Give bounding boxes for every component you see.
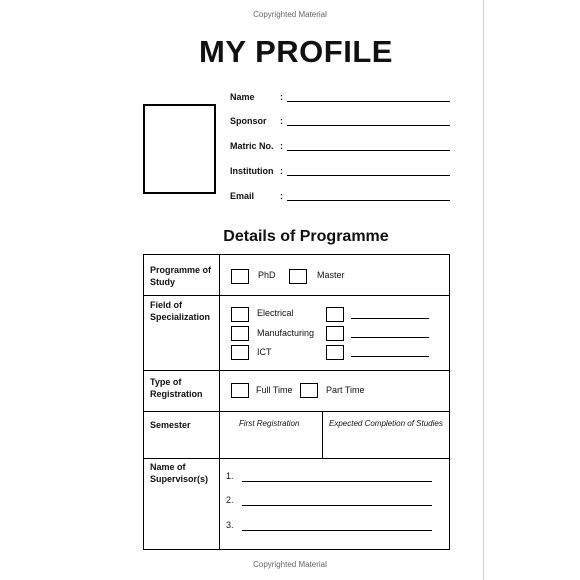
programme-label: Programme of Study xyxy=(150,265,212,287)
email-line[interactable] xyxy=(287,200,450,201)
semester-label: Semester xyxy=(150,420,191,430)
supervisor-line-1[interactable] xyxy=(242,481,432,482)
email-label: Email xyxy=(230,191,255,201)
other-blank-1[interactable] xyxy=(351,318,429,319)
other-blank-2[interactable] xyxy=(351,337,429,338)
name-colon: : xyxy=(280,92,283,102)
matric-line[interactable] xyxy=(287,150,450,151)
section-title: Details of Programme xyxy=(223,228,389,245)
part-time-checkbox[interactable] xyxy=(300,383,318,398)
supervisor-number-1: 1. xyxy=(226,471,234,481)
matric-label: Matric No. xyxy=(230,141,274,151)
row-divider xyxy=(144,411,449,412)
name-line[interactable] xyxy=(287,101,450,102)
supervisors-label: Name of Supervisor(s) xyxy=(150,462,209,484)
supervisor-number-2: 2. xyxy=(226,495,234,505)
full-time-option-label: Full Time xyxy=(256,385,293,395)
row-divider xyxy=(144,370,449,371)
sponsor-label: Sponsor xyxy=(230,116,267,126)
other-checkbox-2[interactable] xyxy=(326,326,344,341)
row-divider xyxy=(144,458,449,459)
matric-colon: : xyxy=(280,141,283,151)
name-field[interactable] xyxy=(230,92,460,106)
other-checkbox-1[interactable] xyxy=(326,307,344,322)
other-checkbox-3[interactable] xyxy=(326,345,344,360)
expected-completion-label: Expected Completion of Studies xyxy=(329,419,443,428)
manufacturing-option-label: Manufacturing xyxy=(257,328,315,338)
supervisor-line-3[interactable] xyxy=(242,530,432,531)
electrical-checkbox[interactable] xyxy=(231,307,249,322)
phd-checkbox[interactable] xyxy=(231,269,249,284)
electrical-option-label: Electrical xyxy=(257,308,294,318)
ict-checkbox[interactable] xyxy=(231,345,249,360)
matric-field[interactable] xyxy=(230,141,460,155)
photo-box[interactable] xyxy=(143,104,216,194)
semester-divider xyxy=(322,411,323,458)
specialization-label: Field of Specialization xyxy=(150,300,211,322)
institution-line[interactable] xyxy=(287,175,450,176)
row-divider xyxy=(144,295,449,296)
master-option-label: Master xyxy=(317,270,345,280)
copyright-bottom: Copyrighted Material xyxy=(253,560,327,569)
page-title: MY PROFILE xyxy=(199,34,393,69)
full-time-checkbox[interactable] xyxy=(231,383,249,398)
part-time-option-label: Part Time xyxy=(326,385,365,395)
other-blank-3[interactable] xyxy=(351,356,429,357)
registration-label: Type of Registration xyxy=(150,377,203,399)
name-label: Name xyxy=(230,92,255,102)
master-checkbox[interactable] xyxy=(289,269,307,284)
institution-label: Institution xyxy=(230,166,274,176)
institution-colon: : xyxy=(280,166,283,176)
sponsor-colon: : xyxy=(280,116,283,126)
ict-option-label: ICT xyxy=(257,347,272,357)
copyright-top: Copyrighted Material xyxy=(253,10,327,19)
phd-option-label: PhD xyxy=(258,270,276,280)
supervisor-number-3: 3. xyxy=(226,520,234,530)
first-registration-label: First Registration xyxy=(239,419,300,428)
manufacturing-checkbox[interactable] xyxy=(231,326,249,341)
supervisor-line-2[interactable] xyxy=(242,505,432,506)
sponsor-field[interactable] xyxy=(230,116,460,130)
programme-table xyxy=(143,254,450,550)
institution-field[interactable] xyxy=(230,166,460,180)
email-colon: : xyxy=(280,191,283,201)
email-field[interactable] xyxy=(230,191,460,205)
sponsor-line[interactable] xyxy=(287,125,450,126)
table-column-divider xyxy=(219,255,220,549)
page-edge xyxy=(483,0,484,580)
